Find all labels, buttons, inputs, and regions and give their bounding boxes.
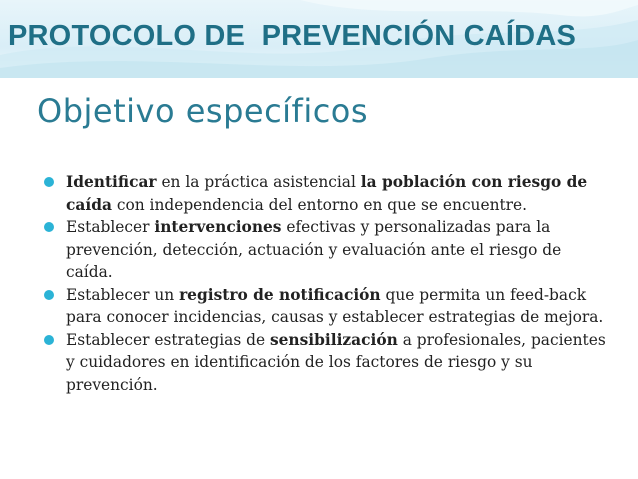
bullet-text: que permita un feed-back para conocer incidencias, causas y establecer estrategias de mejora. [66,285,604,326]
bullet-text: a profesionales, pacientes y cuidadores en identificación de los factores de riesgo y su prevención. [66,330,606,394]
bullet-text: Establecer un [66,285,180,304]
bullet-emphasis: la población con riesgo de caída [66,173,588,214]
bullet-item [44,329,609,397]
bullet-item [44,284,609,329]
bullet-dot-icon [44,177,54,187]
bullet-dot-icon [44,222,54,232]
bullet-text: efectivas y personalizadas para la prevención, detección, actuación y evaluación ante el riesgo de caída. [66,218,562,281]
bullet-text: Establecer [66,218,155,236]
header-band [0,0,638,78]
bullet-list [44,171,609,396]
bullet-dot-icon [44,290,54,300]
bullet-item [44,216,609,284]
slide-subtitle: Objetivo específicos [37,92,369,130]
bullet-dot-icon [44,335,54,345]
bullet-item [44,171,609,216]
bullet-emphasis: Identificar [66,173,157,191]
bullet-emphasis: intervenciones [154,218,282,236]
bullet-text: con independencia del entorno en que se encuentre. [111,195,528,214]
header-title: PROTOCOLO DE PREVENCIÓN CAÍDAS [8,20,577,52]
bullet-text: Establecer estrategias de [66,330,270,349]
bullet-emphasis: sensibilización [269,330,398,349]
bullet-emphasis: registro de notificación [179,285,381,304]
bullet-text: en la práctica asistencial [156,173,361,191]
